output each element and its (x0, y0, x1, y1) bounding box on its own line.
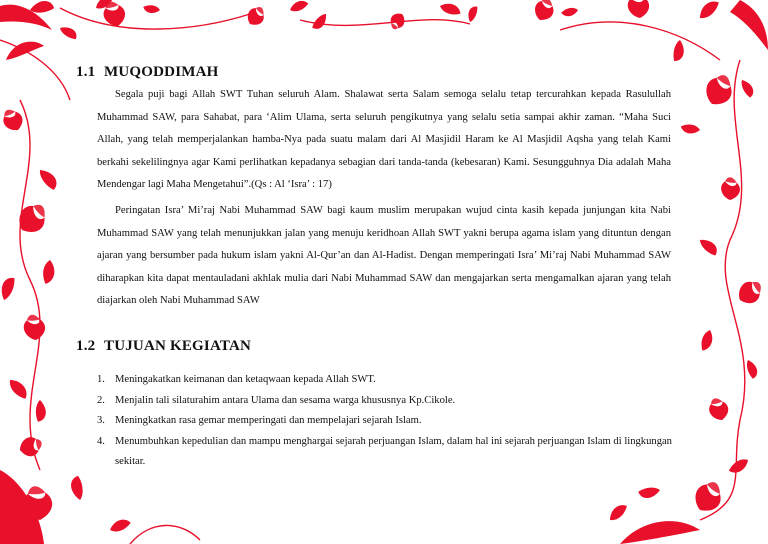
paragraph: Segala puji bagi Allah SWT Tuhan seluruh Alam. Shalawat serta Salam semoga selalu tetap tercurahkan kepada Rasulullah Muhammad SAW, para Sahabat, para ‘Alim Ulama, serta seluruh pengikutnya yang selalu setia sampai akhir zaman. “Maha Suci Allah, yang telah memperjalankan hamba-Nya pada suatu malam dari Al Masjidil Haram ke Al Masjidil Aqsha yang telah Kami berkahi sekelilingnya agar Kami perlihatkan kepadanya sebagian dari tanda-tanda (kebesaran) Kami. Sesungguhnya Dia adalah Maha Mendengar lagi Maha Mengetahui”.(Qs : Al ‘Isra’ : 17) (97, 89, 671, 190)
objectives-list (97, 370, 677, 473)
list-text: Meningkatkan rasa gemar memperingati dan mempelajari sejarah Islam. (115, 415, 422, 426)
list-number: 3. (97, 415, 105, 426)
list-item (97, 391, 677, 412)
section-number: 1.1 (76, 64, 96, 80)
section-title: MUQODDIMAH (104, 64, 219, 80)
list-text: Menjalin tali silaturahim antara Ulama dan sesama warga khususnya Kp.Cikole. (115, 394, 456, 406)
list-text: Meningakatkan keimanan dan ketaqwaan kepada Allah SWT. (115, 374, 376, 385)
list-number: 1. (97, 374, 105, 385)
paragraph: Peringatan Isra’ Mi’raj Nabi Muhammad SAW bagi kaum muslim merupakan wujud cinta kasih kepada junjungan kita Nabi Muhammad SAW yang telah menunjukkan jalan yang menuju keridhoan Allah SWT yakni berupa agama islam yang dituntun dengan ajaran yang bersumber pada hukum islam yakni Al-Qur’an dan Al-Hadist. Dengan memperingati Isra’ Mi’raj Nabi Muhammad SAW diharapkan kita dapat mentauladani akhlak mulia dari Nabi Muhammad SAW dan mengajarkan serta mengamalkan ajaran yang telah diajarkan oleh Nabi Muhammad SAW (97, 205, 671, 306)
section-title: TUJUAN KEGIATAN (104, 338, 252, 354)
section-number: 1.2 (76, 338, 96, 354)
section-heading-tujuan-kegiatan (76, 338, 251, 355)
list-number: 2. (97, 394, 105, 406)
list-text: Menumbuhkan kepedulian dan mampu menghargai sejarah perjuangan Islam, dalam hal ini sejarah perjuangan Islam di lingkungan sekitar. (115, 435, 672, 467)
list-number: 4. (97, 435, 105, 447)
section-heading-muqoddimah (76, 64, 219, 81)
list-item (97, 370, 677, 391)
list-item (97, 411, 677, 432)
list-item (97, 432, 677, 473)
